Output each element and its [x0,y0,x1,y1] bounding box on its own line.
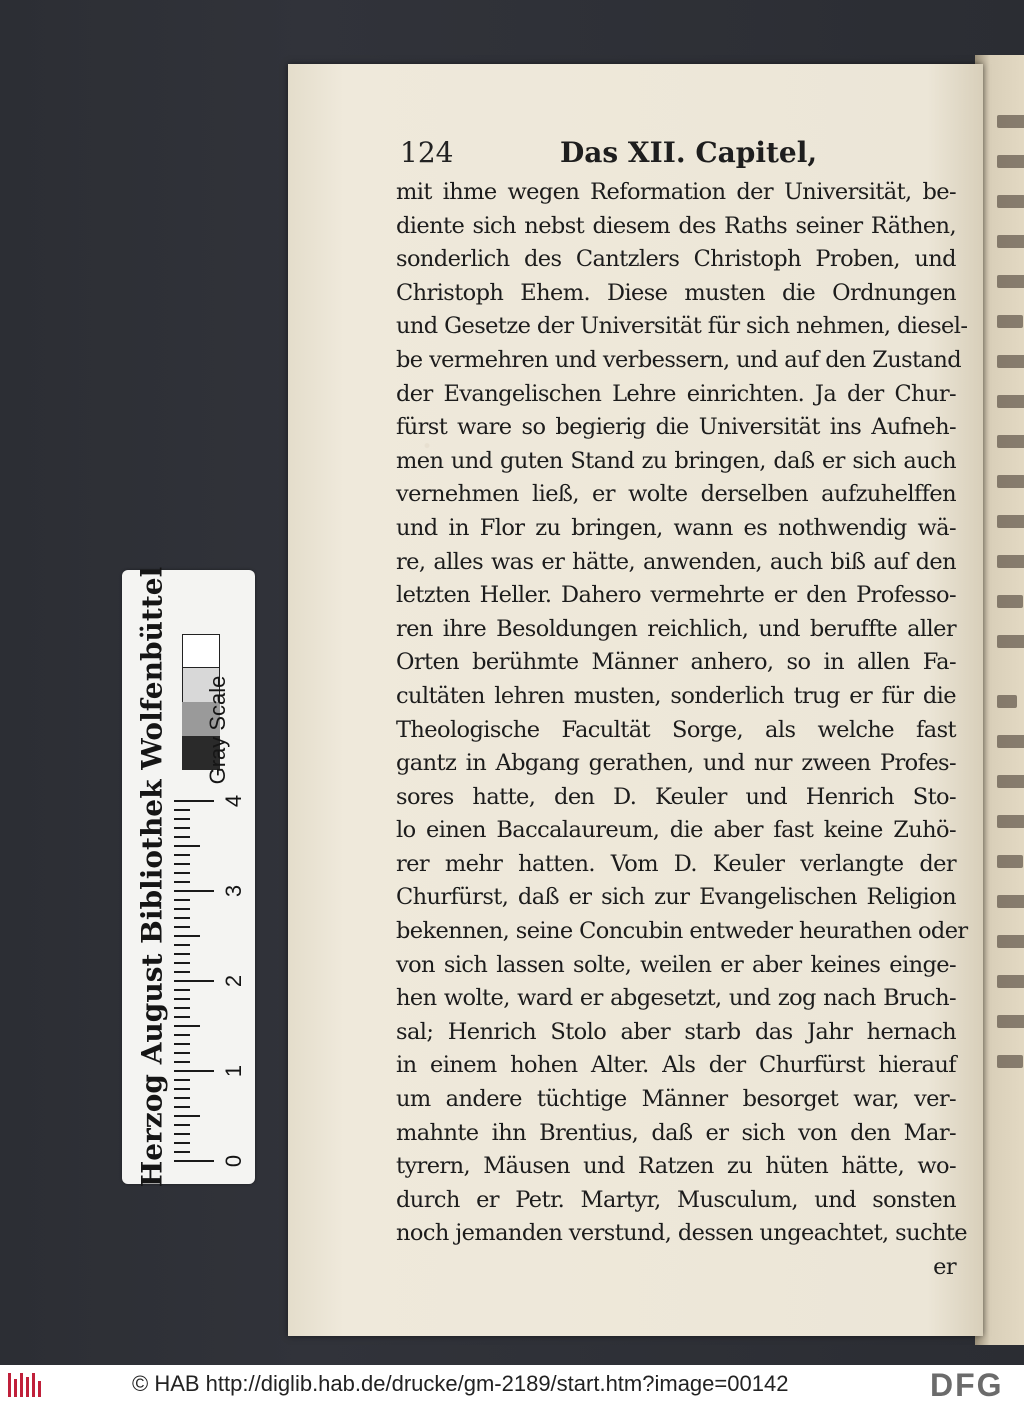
text-line: re, alles was er hätte, anwenden, auch biß auf den [396,548,956,575]
text-line: lo einen Baccalaureum, die aber fast keine Zuhö- [396,817,956,844]
text-line: Churfürst, daß er sich zur Evangelischen Religion [396,884,956,911]
text-line: von sich lassen solte, weilen er aber keines einge- [396,951,956,978]
ruler [174,794,254,1180]
page-header [400,136,920,172]
text-line: ren ihre Besoldungen reichlich, und beruffte aller [396,615,956,642]
gray-scale-label: Gray Scale [205,675,230,785]
text-line: men und guten Stand zu bringen, daß er sich auch [396,447,956,474]
catchword: er [933,1254,956,1280]
hab-logo-icon [6,1369,46,1401]
footer-bar [0,1365,1024,1405]
ruler-number: 4 [221,794,247,808]
text-line: Christoph Ehem. Diese musten die Ordnungen [396,279,956,306]
text-line: und in Flor zu bringen, wann es nothwendig wä- [396,514,956,541]
book-page [288,64,983,1336]
text-line: sonderlich des Cantzlers Christoph Proben, und [396,246,956,273]
text-line: und Gesetze der Universität für sich nehmen, diesel- [396,313,968,340]
text-line: fürst ware so begierig die Universität ins Aufneh- [396,414,956,441]
ruler-number: 0 [221,1154,247,1168]
dfg-logo: DFG [930,1367,1004,1403]
page-number: 124 [400,136,454,169]
text-line: Theologische Facultät Sorge, als welche fast [396,716,956,743]
text-line: sal; Henrich Stolo aber starb das Jahr hernach [396,1018,956,1045]
text-line: hen wolte, ward er abgesetzt, und zog nach Bruch- [396,985,956,1012]
text-line: um andere tüchtige Männer besorget war, ver- [396,1086,956,1113]
copyright-link[interactable]: © HAB http://diglib.hab.de/drucke/gm-2189/start.htm?image=00142 [132,1371,789,1396]
ruler-number: 3 [221,884,247,898]
text-line: cultäten lehren musten, sonderlich trug er für die [396,682,956,709]
text-line: der Evangelischen Lehre einrichten. Ja der Chur- [396,380,956,407]
body-text [396,176,968,1285]
text-line: rer mehr hatten. Vom D. Keuler verlangte der [396,850,956,877]
color-scale-bar [122,566,255,1188]
institution-name: Herzog August Bibliothek Wolfenbüttel [135,566,169,1188]
text-line: tyrern, Mäusen und Ratzen zu hüten hätte, wo- [396,1153,956,1180]
text-line: mahnte ihn Brentius, daß er sich von den Mar- [396,1119,956,1146]
institution-label [122,566,182,1188]
ruler-number: 1 [221,1064,247,1078]
text-line: letzten Heller. Dahero vermehrte er den Professo- [396,582,956,609]
text-line: noch jemanden verstund, dessen ungeachtet, suchte [396,1220,968,1247]
text-line: durch er Petr. Martyr, Musculum, und sonsten [396,1186,956,1213]
ruler-number: 2 [221,974,247,988]
text-line: sores hatte, den D. Keuler und Henrich Sto- [396,783,956,810]
text-line: gantz in Abgang gerathen, und nur zween Profes- [396,750,956,777]
text-line: vernehmen ließ, er wolte derselben aufzuhelffen [396,481,956,508]
gray-swatch-white [182,634,220,668]
running-title: Das XII. Capitel, [560,136,818,169]
text-line: Orten berühmte Männer anhero, so in allen Fa- [396,649,956,676]
text-line: bekennen, seine Concubin entweder heurathen oder [396,918,968,945]
text-line: diente sich nebst diesem des Raths seiner Räthen, [396,212,956,239]
text-line: mit ihme wegen Reformation der Universität, be- [396,179,956,205]
text-line: be vermehren und verbessern, und auf den Zustand [396,346,962,373]
text-line: in einem hohen Alter. Als der Churfürst hierauf [396,1052,956,1079]
